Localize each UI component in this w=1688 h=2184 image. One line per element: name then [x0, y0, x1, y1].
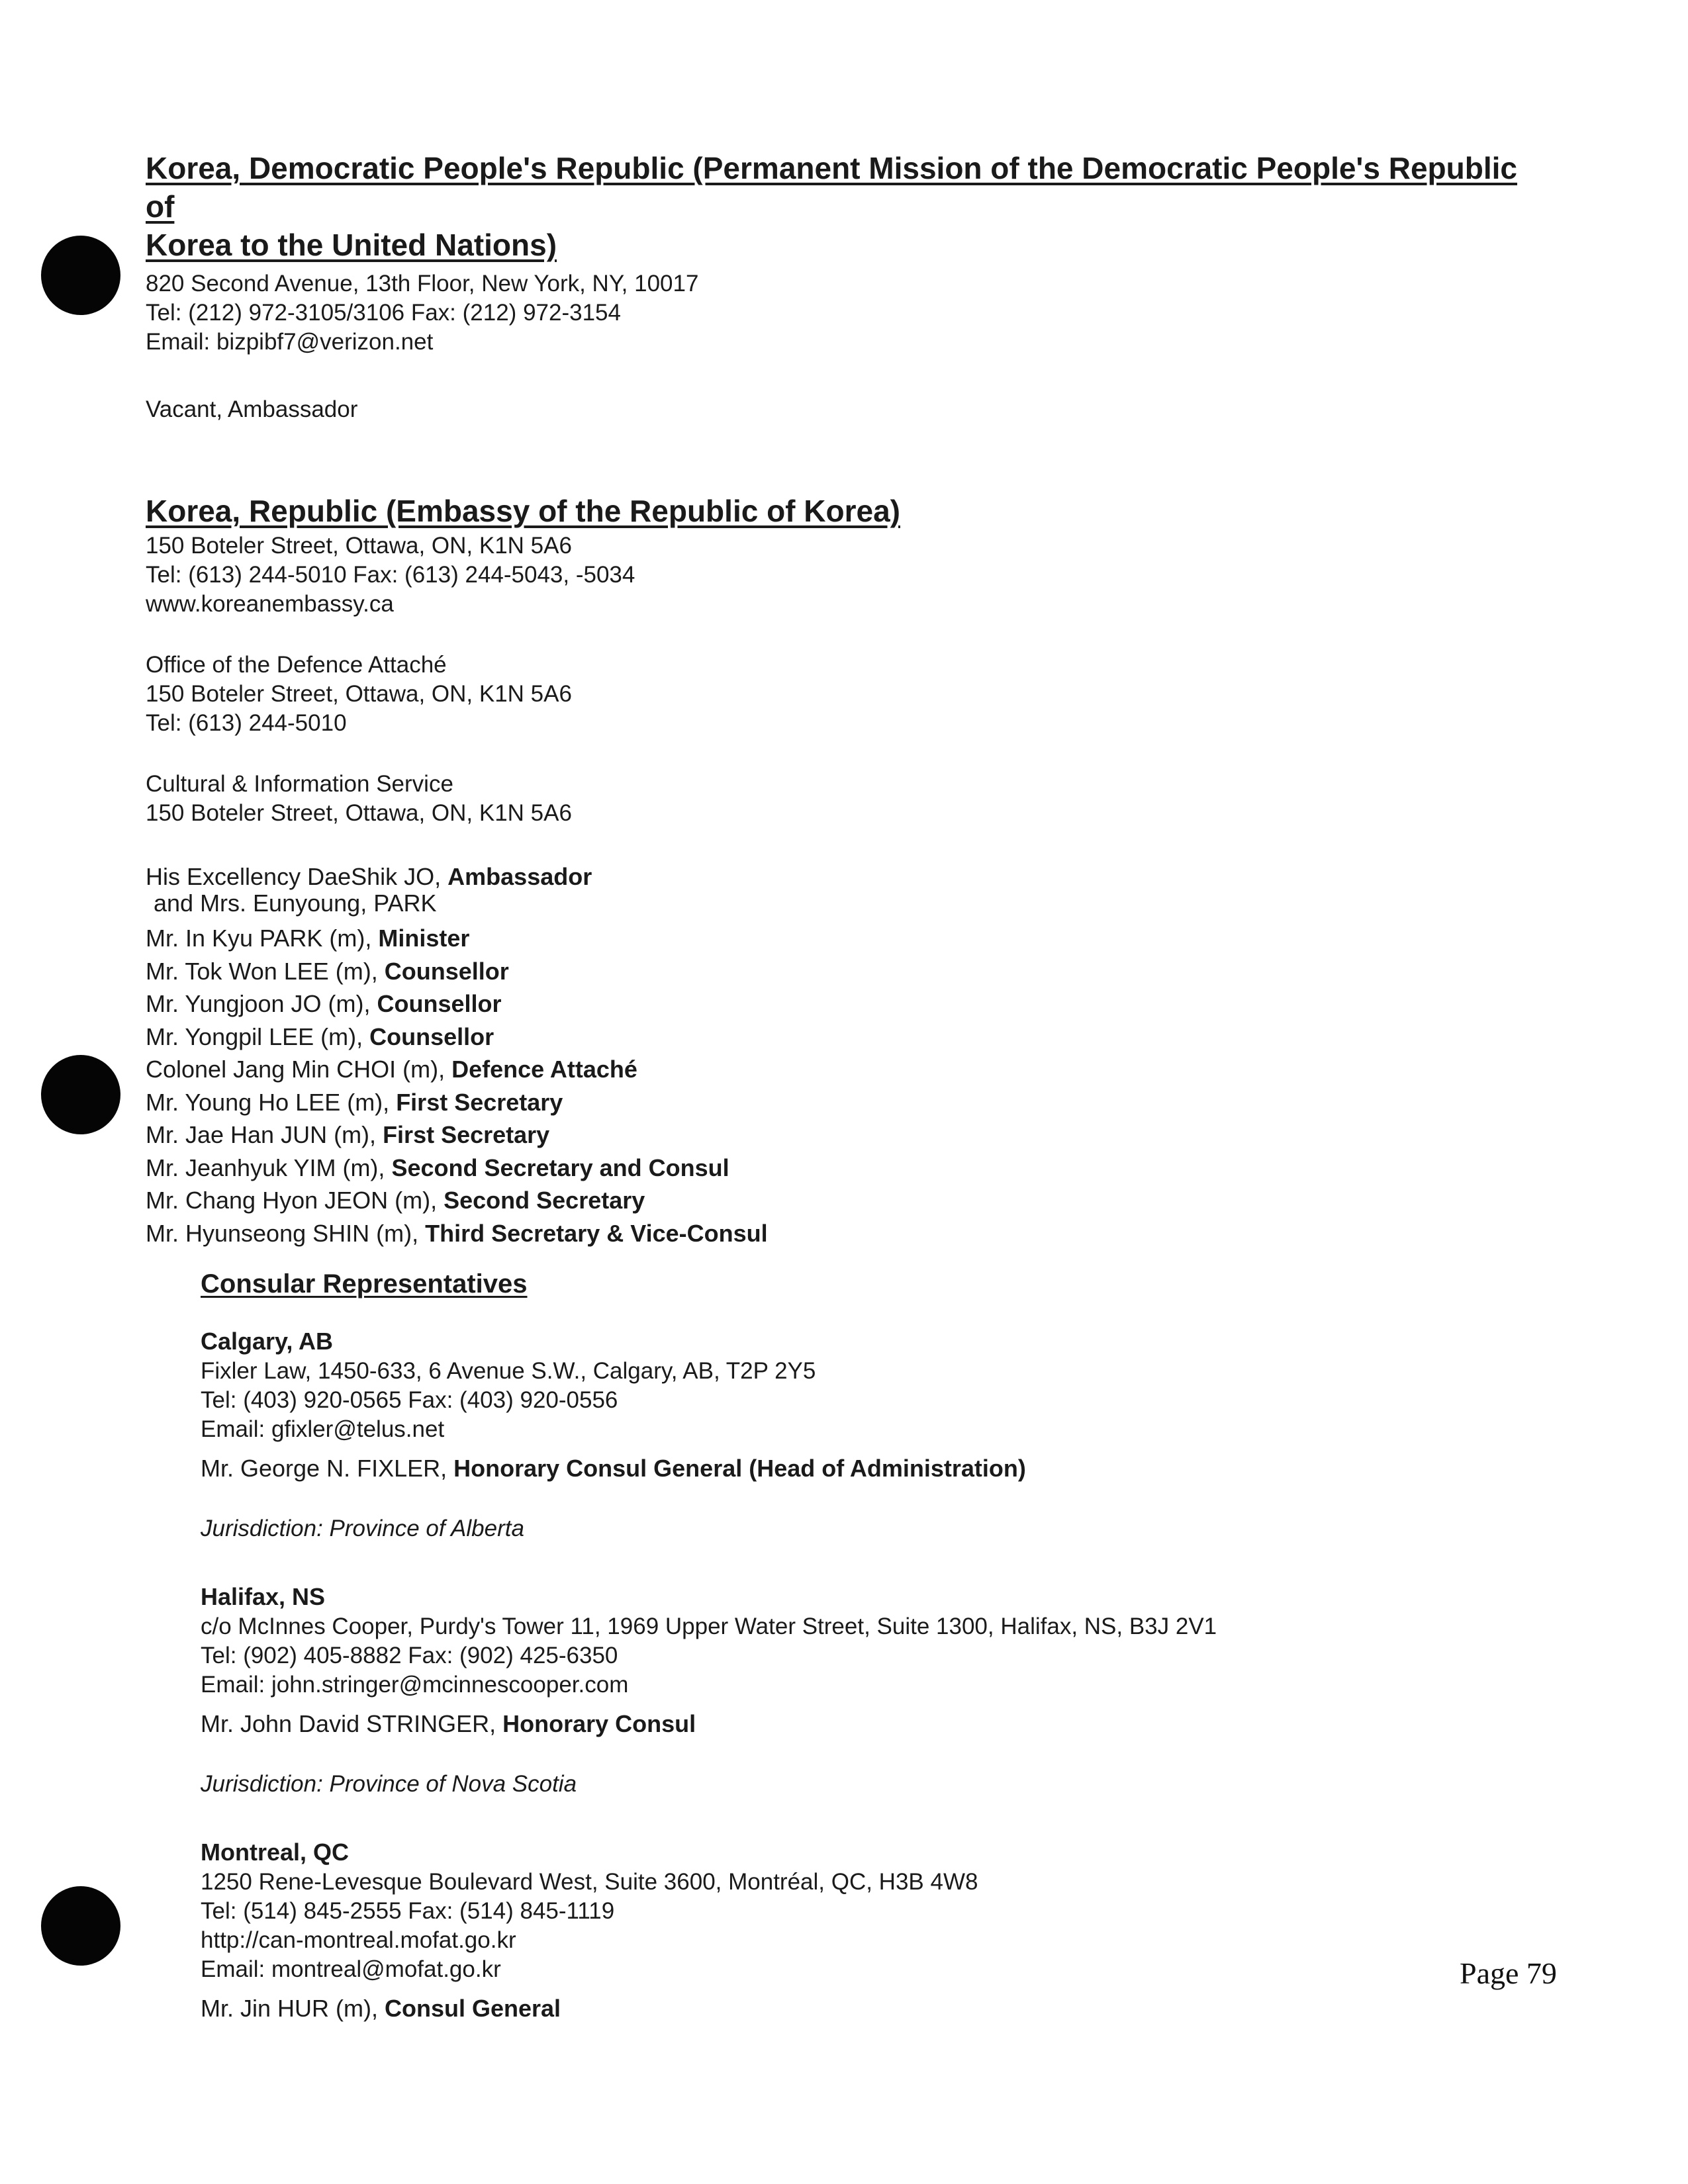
halifax-email: Email: john.stringer@mcinnescooper.com: [201, 1672, 629, 1698]
rok-entry: [146, 492, 1549, 1250]
staff-entry: Mr. Jae Han JUN (m), First Secretary: [146, 1121, 550, 1148]
staff-list: [146, 864, 1549, 1250]
staff-entry: Mr. Tok Won LEE (m), Counsellor: [146, 957, 509, 985]
rok-website: www.koreanembassy.ca: [146, 591, 394, 617]
staff-entry: Colonel Jang Min CHOI (m), Defence Attaché: [146, 1056, 637, 1083]
cultural-office: [146, 770, 1549, 828]
dprk-email: Email: bizpibf7@verizon.net: [146, 329, 434, 355]
montreal-address: 1250 Rene-Levesque Boulevard West, Suite 3600, Montréal, QC, H3B 4W8: [201, 1869, 978, 1895]
montreal-tel-fax: Tel: (514) 845-2555 Fax: (514) 845-1119: [201, 1898, 615, 1924]
consular-heading: Consular Representatives: [201, 1269, 528, 1298]
montreal-city: Montreal, QC: [201, 1839, 350, 1866]
defence-office-name: Office of the Defence Attaché: [146, 652, 447, 678]
halifax-officer: Mr. John David STRINGER, Honorary Consul: [201, 1710, 696, 1737]
halifax-address: c/o McInnes Cooper, Purdy's Tower 11, 1969 Upper Water Street, Suite 1300, Halifax, NS, B3J 2V1: [201, 1614, 1217, 1639]
punch-hole-middle: [41, 1055, 120, 1134]
dprk-entry: [146, 149, 1549, 424]
staff-entry: Mr. In Kyu PARK (m), Minister: [146, 925, 470, 952]
calgary-jurisdiction: Jurisdiction: Province of Alberta: [201, 1516, 524, 1541]
consulate-calgary: [201, 1326, 1549, 1543]
defence-office-address: 150 Boteler Street, Ottawa, ON, K1N 5A6: [146, 681, 572, 707]
consular-representatives: [201, 1267, 1549, 2024]
halifax-tel-fax: Tel: (902) 405-8882 Fax: (902) 425-6350: [201, 1643, 618, 1668]
dprk-head-of-mission: Vacant, Ambassador: [146, 396, 358, 422]
montreal-website: http://can-montreal.mofat.go.kr: [201, 1927, 516, 1953]
punch-hole-bottom: [41, 1886, 120, 1966]
calgary-tel-fax: Tel: (403) 920-0565 Fax: (403) 920-0556: [201, 1387, 618, 1413]
calgary-email: Email: gfixler@telus.net: [201, 1416, 445, 1442]
dprk-address: 820 Second Avenue, 13th Floor, New York, NY, 10017: [146, 271, 699, 296]
dprk-heading: Korea, Democratic People's Republic (Permanent Mission of the Democratic People's Republic of Korea to the United Nations): [146, 151, 1517, 262]
document-body: [146, 149, 1549, 2024]
consulate-montreal: [201, 1837, 1549, 2024]
halifax-jurisdiction: Jurisdiction: Province of Nova Scotia: [201, 1771, 577, 1797]
punch-hole-top: [41, 236, 120, 315]
calgary-city: Calgary, AB: [201, 1328, 334, 1355]
consulate-halifax: [201, 1582, 1549, 1799]
staff-entry: Mr. Hyunseong SHIN (m), Third Secretary & Vice-Consul: [146, 1219, 768, 1247]
calgary-officer: Mr. George N. FIXLER, Honorary Consul General (Head of Administration): [201, 1455, 1026, 1482]
montreal-email: Email: montreal@mofat.go.kr: [201, 1956, 501, 1982]
cultural-office-name: Cultural & Information Service: [146, 771, 453, 797]
defence-office: [146, 651, 1549, 738]
halifax-city: Halifax, NS: [201, 1583, 326, 1610]
montreal-officer: Mr. Jin HUR (m), Consul General: [201, 1995, 561, 2022]
staff-entry: Mr. Young Ho LEE (m), First Secretary: [146, 1088, 563, 1116]
page-number: Page 79: [1460, 1956, 1557, 1990]
staff-entry: and Mrs. Eunyoung, PARK: [154, 889, 437, 917]
defence-office-tel: Tel: (613) 244-5010: [146, 710, 347, 736]
rok-tel-fax: Tel: (613) 244-5010 Fax: (613) 244-5043, -5034: [146, 562, 635, 588]
staff-entry: Mr. Yungjoon JO (m), Counsellor: [146, 990, 502, 1017]
staff-entry: Mr. Jeanhyuk YIM (m), Second Secretary and Consul: [146, 1154, 729, 1181]
cultural-office-address: 150 Boteler Street, Ottawa, ON, K1N 5A6: [146, 800, 572, 826]
staff-entry: Mr. Chang Hyon JEON (m), Second Secretary: [146, 1187, 645, 1214]
calgary-address: Fixler Law, 1450-633, 6 Avenue S.W., Calgary, AB, T2P 2Y5: [201, 1358, 816, 1384]
rok-heading: Korea, Republic (Embassy of the Republic of Korea): [146, 494, 900, 528]
rok-address: 150 Boteler Street, Ottawa, ON, K1N 5A6: [146, 533, 572, 559]
dprk-tel-fax: Tel: (212) 972-3105/3106 Fax: (212) 972-3154: [146, 300, 621, 326]
staff-entry: Mr. Yongpil LEE (m), Counsellor: [146, 1023, 494, 1050]
staff-entry: His Excellency DaeShik JO, Ambassador: [146, 863, 592, 890]
